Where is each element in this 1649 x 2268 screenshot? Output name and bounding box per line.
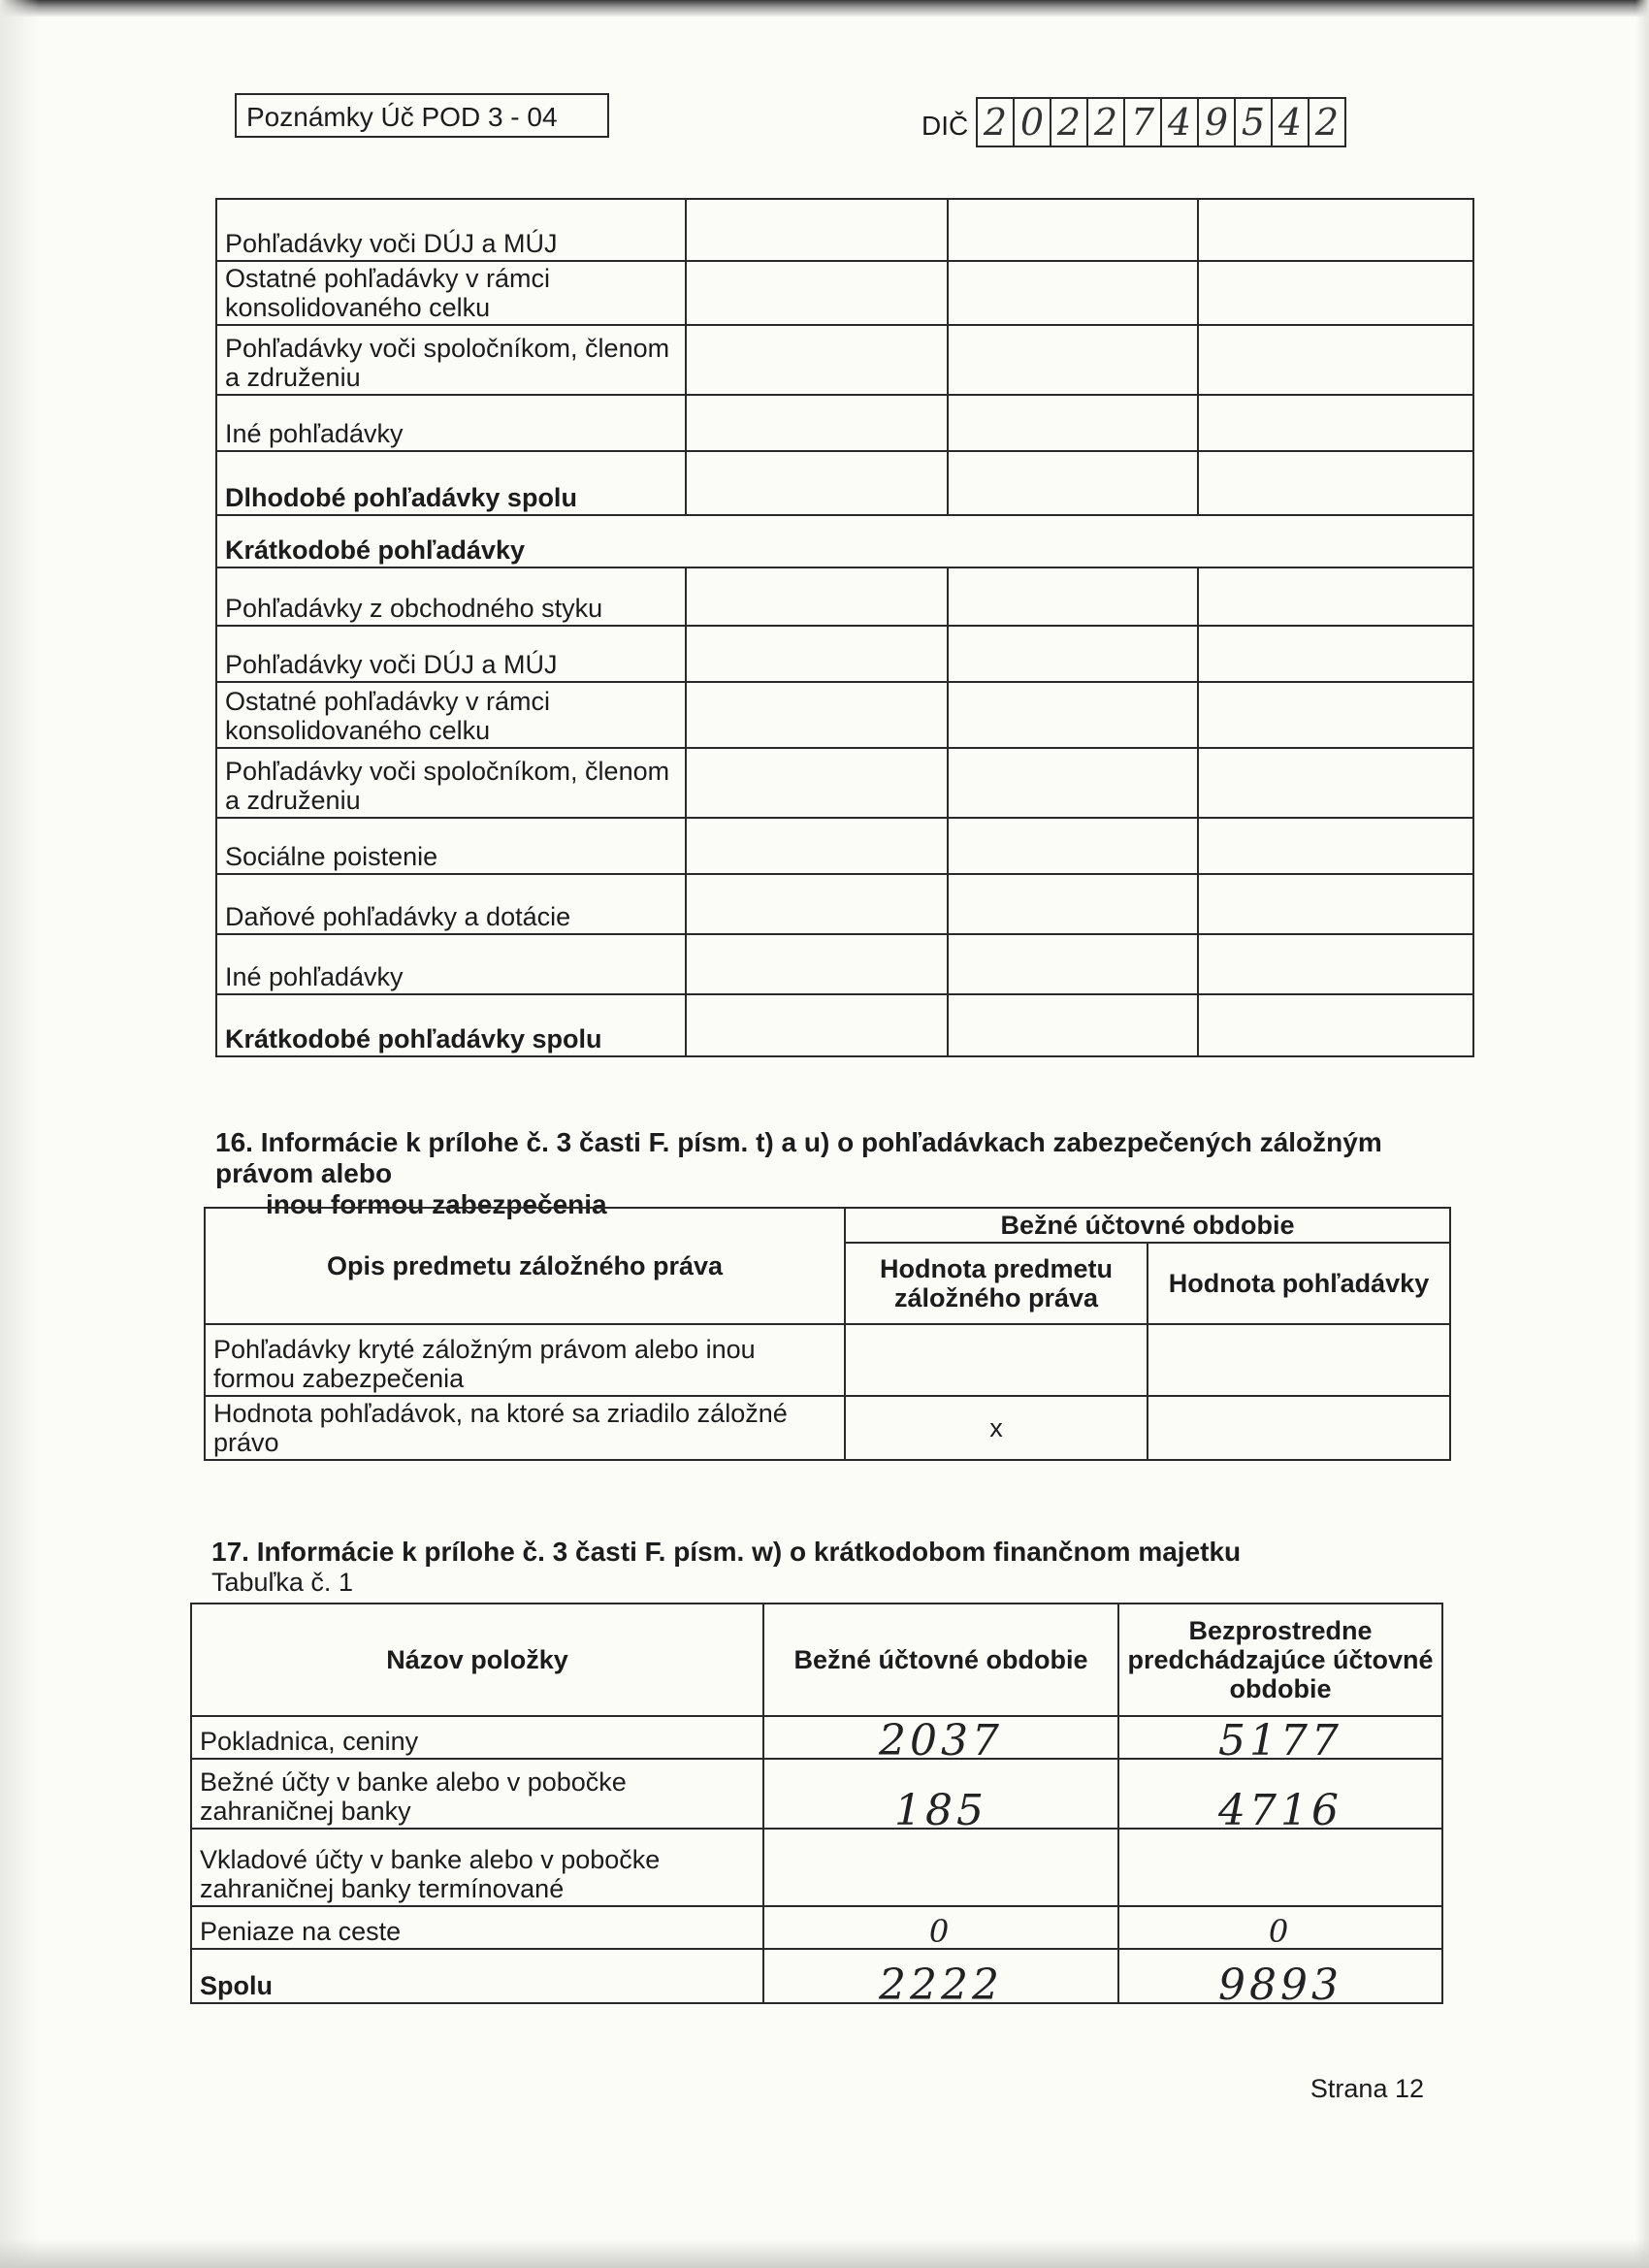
page-number: Strana 12 bbox=[1310, 2074, 1424, 2103]
row-label: Pokladnica, ceniny bbox=[191, 1716, 763, 1759]
table-row bbox=[205, 1208, 1450, 1243]
section-17-title: 17. Informácie k prílohe č. 3 časti F. písm. w) o krátkodobom finančnom majetku bbox=[211, 1537, 1242, 1567]
row-label: Iné pohľadávky bbox=[216, 934, 686, 994]
table-row bbox=[216, 934, 1473, 994]
short-term-section-header: Krátkodobé pohľadávky bbox=[216, 515, 1473, 567]
previous-value-handwritten[interactable]: 4716 bbox=[1118, 1759, 1442, 1829]
table-row bbox=[216, 261, 1473, 325]
value-cell[interactable] bbox=[686, 395, 948, 451]
value-cell[interactable] bbox=[1198, 261, 1473, 325]
table-row bbox=[216, 682, 1473, 748]
long-term-total-label: Dlhodobé pohľadávky spolu bbox=[216, 451, 686, 515]
scan-left-edge bbox=[0, 0, 39, 2268]
value-cell[interactable] bbox=[686, 451, 948, 515]
section-16-title-line2: inou formou zabezpečenia bbox=[266, 1189, 607, 1219]
value-cell[interactable] bbox=[1198, 451, 1473, 515]
value-cell[interactable] bbox=[1198, 934, 1473, 994]
scan-right-edge bbox=[1635, 0, 1649, 2268]
row-label: Vkladové účty v banke alebo v pobočke zahraničnej banky termínované bbox=[191, 1829, 763, 1906]
total-label: Spolu bbox=[191, 1949, 763, 2003]
table-row bbox=[216, 567, 1473, 626]
col-header-period: Bežné účtovné obdobie bbox=[845, 1208, 1450, 1243]
table-row bbox=[191, 1829, 1442, 1906]
row-label: Pohľadávky kryté záložným právom alebo inou formou zabezpečenia bbox=[205, 1324, 845, 1396]
table-row bbox=[205, 1396, 1450, 1460]
table-row bbox=[205, 1324, 1450, 1396]
row-label: Sociálne poistenie bbox=[216, 818, 686, 874]
value-cell[interactable] bbox=[1198, 395, 1473, 451]
table-row bbox=[191, 1949, 1442, 2003]
value-cell[interactable] bbox=[686, 626, 948, 682]
value-cell[interactable] bbox=[1198, 325, 1473, 395]
dic-digit: 9 bbox=[1199, 99, 1236, 146]
table-row bbox=[216, 818, 1473, 874]
row-label: Hodnota pohľadávok, na ktoré sa zriadilo záložné právo bbox=[205, 1396, 845, 1460]
value-cell[interactable] bbox=[686, 199, 948, 261]
receivable-value-cell[interactable] bbox=[1148, 1324, 1450, 1396]
row-label: Daňové pohľadávky a dotácie bbox=[216, 874, 686, 934]
value-cell[interactable] bbox=[948, 451, 1198, 515]
value-cell[interactable] bbox=[948, 199, 1198, 261]
dic-digit: 5 bbox=[1236, 99, 1273, 146]
table-row bbox=[191, 1604, 1442, 1716]
value-cell[interactable] bbox=[686, 818, 948, 874]
value-cell[interactable] bbox=[1198, 626, 1473, 682]
table-row bbox=[216, 451, 1473, 515]
value-cell[interactable] bbox=[1198, 818, 1473, 874]
short-term-total-label: Krátkodobé pohľadávky spolu bbox=[216, 994, 686, 1056]
dic-digit: 2 bbox=[1314, 101, 1340, 144]
value-cell[interactable] bbox=[948, 994, 1198, 1056]
table-row bbox=[216, 395, 1473, 451]
receivables-table bbox=[215, 198, 1474, 1057]
total-previous-handwritten[interactable]: 9893 bbox=[1118, 1949, 1442, 2003]
current-value-handwritten[interactable]: 185 bbox=[763, 1759, 1118, 1829]
value-cell[interactable] bbox=[1198, 199, 1473, 261]
value-cell[interactable] bbox=[1198, 874, 1473, 934]
value-cell[interactable] bbox=[1198, 682, 1473, 748]
value-cell[interactable] bbox=[948, 395, 1198, 451]
value-cell[interactable] bbox=[948, 748, 1198, 818]
value-cell[interactable] bbox=[948, 818, 1198, 874]
receivable-value-cell[interactable] bbox=[1148, 1396, 1450, 1460]
value-cell[interactable] bbox=[948, 567, 1198, 626]
dic-number-boxes bbox=[976, 97, 1346, 147]
table-caption: Tabuľka č. 1 bbox=[211, 1568, 353, 1597]
current-value-handwritten[interactable] bbox=[763, 1829, 1118, 1906]
table-row bbox=[216, 626, 1473, 682]
col-header-pledge-value: Hodnota predmetu záložného práva bbox=[845, 1243, 1148, 1324]
total-current-handwritten[interactable]: 2222 bbox=[763, 1949, 1118, 2003]
value-cell[interactable] bbox=[686, 874, 948, 934]
value-cell[interactable] bbox=[948, 325, 1198, 395]
value-cell[interactable] bbox=[686, 325, 948, 395]
table-row bbox=[216, 515, 1473, 567]
table-row bbox=[216, 748, 1473, 818]
value-cell[interactable] bbox=[686, 261, 948, 325]
value-cell[interactable] bbox=[1198, 748, 1473, 818]
pledge-table bbox=[204, 1207, 1451, 1461]
table-row bbox=[191, 1759, 1442, 1829]
dic-label: DIČ bbox=[922, 111, 969, 141]
row-label: Iné pohľadávky bbox=[216, 395, 686, 451]
previous-value-handwritten[interactable]: 0 bbox=[1118, 1906, 1442, 1949]
row-label: Ostatné pohľadávky v rámci konsolidovaného celku bbox=[216, 261, 686, 325]
row-label: Peniaze na ceste bbox=[191, 1906, 763, 1949]
row-label: Pohľadávky voči spoločníkom, členom a združeniu bbox=[216, 325, 686, 395]
value-cell[interactable] bbox=[948, 874, 1198, 934]
dic-digit: 7 bbox=[1125, 99, 1162, 146]
dic-digit: 4 bbox=[1273, 99, 1310, 146]
row-label: Pohľadávky voči spoločníkom, členom a združeniu bbox=[216, 748, 686, 818]
value-cell[interactable] bbox=[686, 748, 948, 818]
dic-digit: 4 bbox=[1162, 99, 1199, 146]
form-label-box: Poznámky Úč POD 3 - 04 bbox=[235, 93, 609, 138]
row-label: Bežné účty v banke alebo v pobočke zahraničnej banky bbox=[191, 1759, 763, 1829]
scan-bottom-edge bbox=[0, 2239, 1649, 2268]
pledge-value-cell[interactable] bbox=[845, 1324, 1148, 1396]
table-row bbox=[191, 1906, 1442, 1949]
table-row bbox=[191, 1716, 1442, 1759]
table-row bbox=[216, 199, 1473, 261]
value-cell[interactable] bbox=[1198, 994, 1473, 1056]
dic-digit: 0 bbox=[1015, 99, 1051, 146]
row-label: Pohľadávky voči DÚJ a MÚJ bbox=[216, 626, 686, 682]
col-header-receivable-value: Hodnota pohľadávky bbox=[1148, 1243, 1450, 1324]
value-cell[interactable] bbox=[686, 994, 948, 1056]
value-cell[interactable] bbox=[686, 567, 948, 626]
col-header-previous: Bezprostredne predchádzajúce účtovné obdobie bbox=[1118, 1604, 1442, 1716]
row-label: Pohľadávky voči DÚJ a MÚJ bbox=[216, 199, 686, 261]
pledge-value-cell[interactable]: x bbox=[845, 1396, 1148, 1460]
dic-digit: 2 bbox=[1051, 99, 1088, 146]
financial-assets-table bbox=[190, 1603, 1443, 2004]
current-value-handwritten[interactable]: 0 bbox=[763, 1906, 1118, 1949]
value-cell[interactable] bbox=[1198, 567, 1473, 626]
table-row bbox=[216, 325, 1473, 395]
col-header-current: Bežné účtovné obdobie bbox=[763, 1604, 1118, 1716]
value-cell[interactable] bbox=[948, 682, 1198, 748]
dic-digit: 2 bbox=[978, 99, 1015, 146]
current-value-handwritten[interactable]: 2037 bbox=[763, 1716, 1118, 1759]
value-cell[interactable] bbox=[948, 261, 1198, 325]
col-header-description: Opis predmetu záložného práva bbox=[205, 1208, 845, 1324]
row-label: Ostatné pohľadávky v rámci konsolidovaného celku bbox=[216, 682, 686, 748]
table-row bbox=[216, 994, 1473, 1056]
previous-value-handwritten[interactable]: 5177 bbox=[1118, 1716, 1442, 1759]
value-cell[interactable] bbox=[948, 626, 1198, 682]
dic-digit: 2 bbox=[1088, 99, 1125, 146]
col-header-item: Názov položky bbox=[191, 1604, 763, 1716]
scan-top-edge bbox=[0, 0, 1649, 17]
value-cell[interactable] bbox=[686, 934, 948, 994]
row-label: Pohľadávky z obchodného styku bbox=[216, 567, 686, 626]
table-row bbox=[216, 874, 1473, 934]
value-cell[interactable] bbox=[686, 682, 948, 748]
previous-value-handwritten[interactable] bbox=[1118, 1829, 1442, 1906]
section-16-title-line1: 16. Informácie k prílohe č. 3 časti F. písm. t) a u) o pohľadávkach zabezpečených záložným právom alebo bbox=[215, 1127, 1382, 1188]
value-cell[interactable] bbox=[948, 934, 1198, 994]
